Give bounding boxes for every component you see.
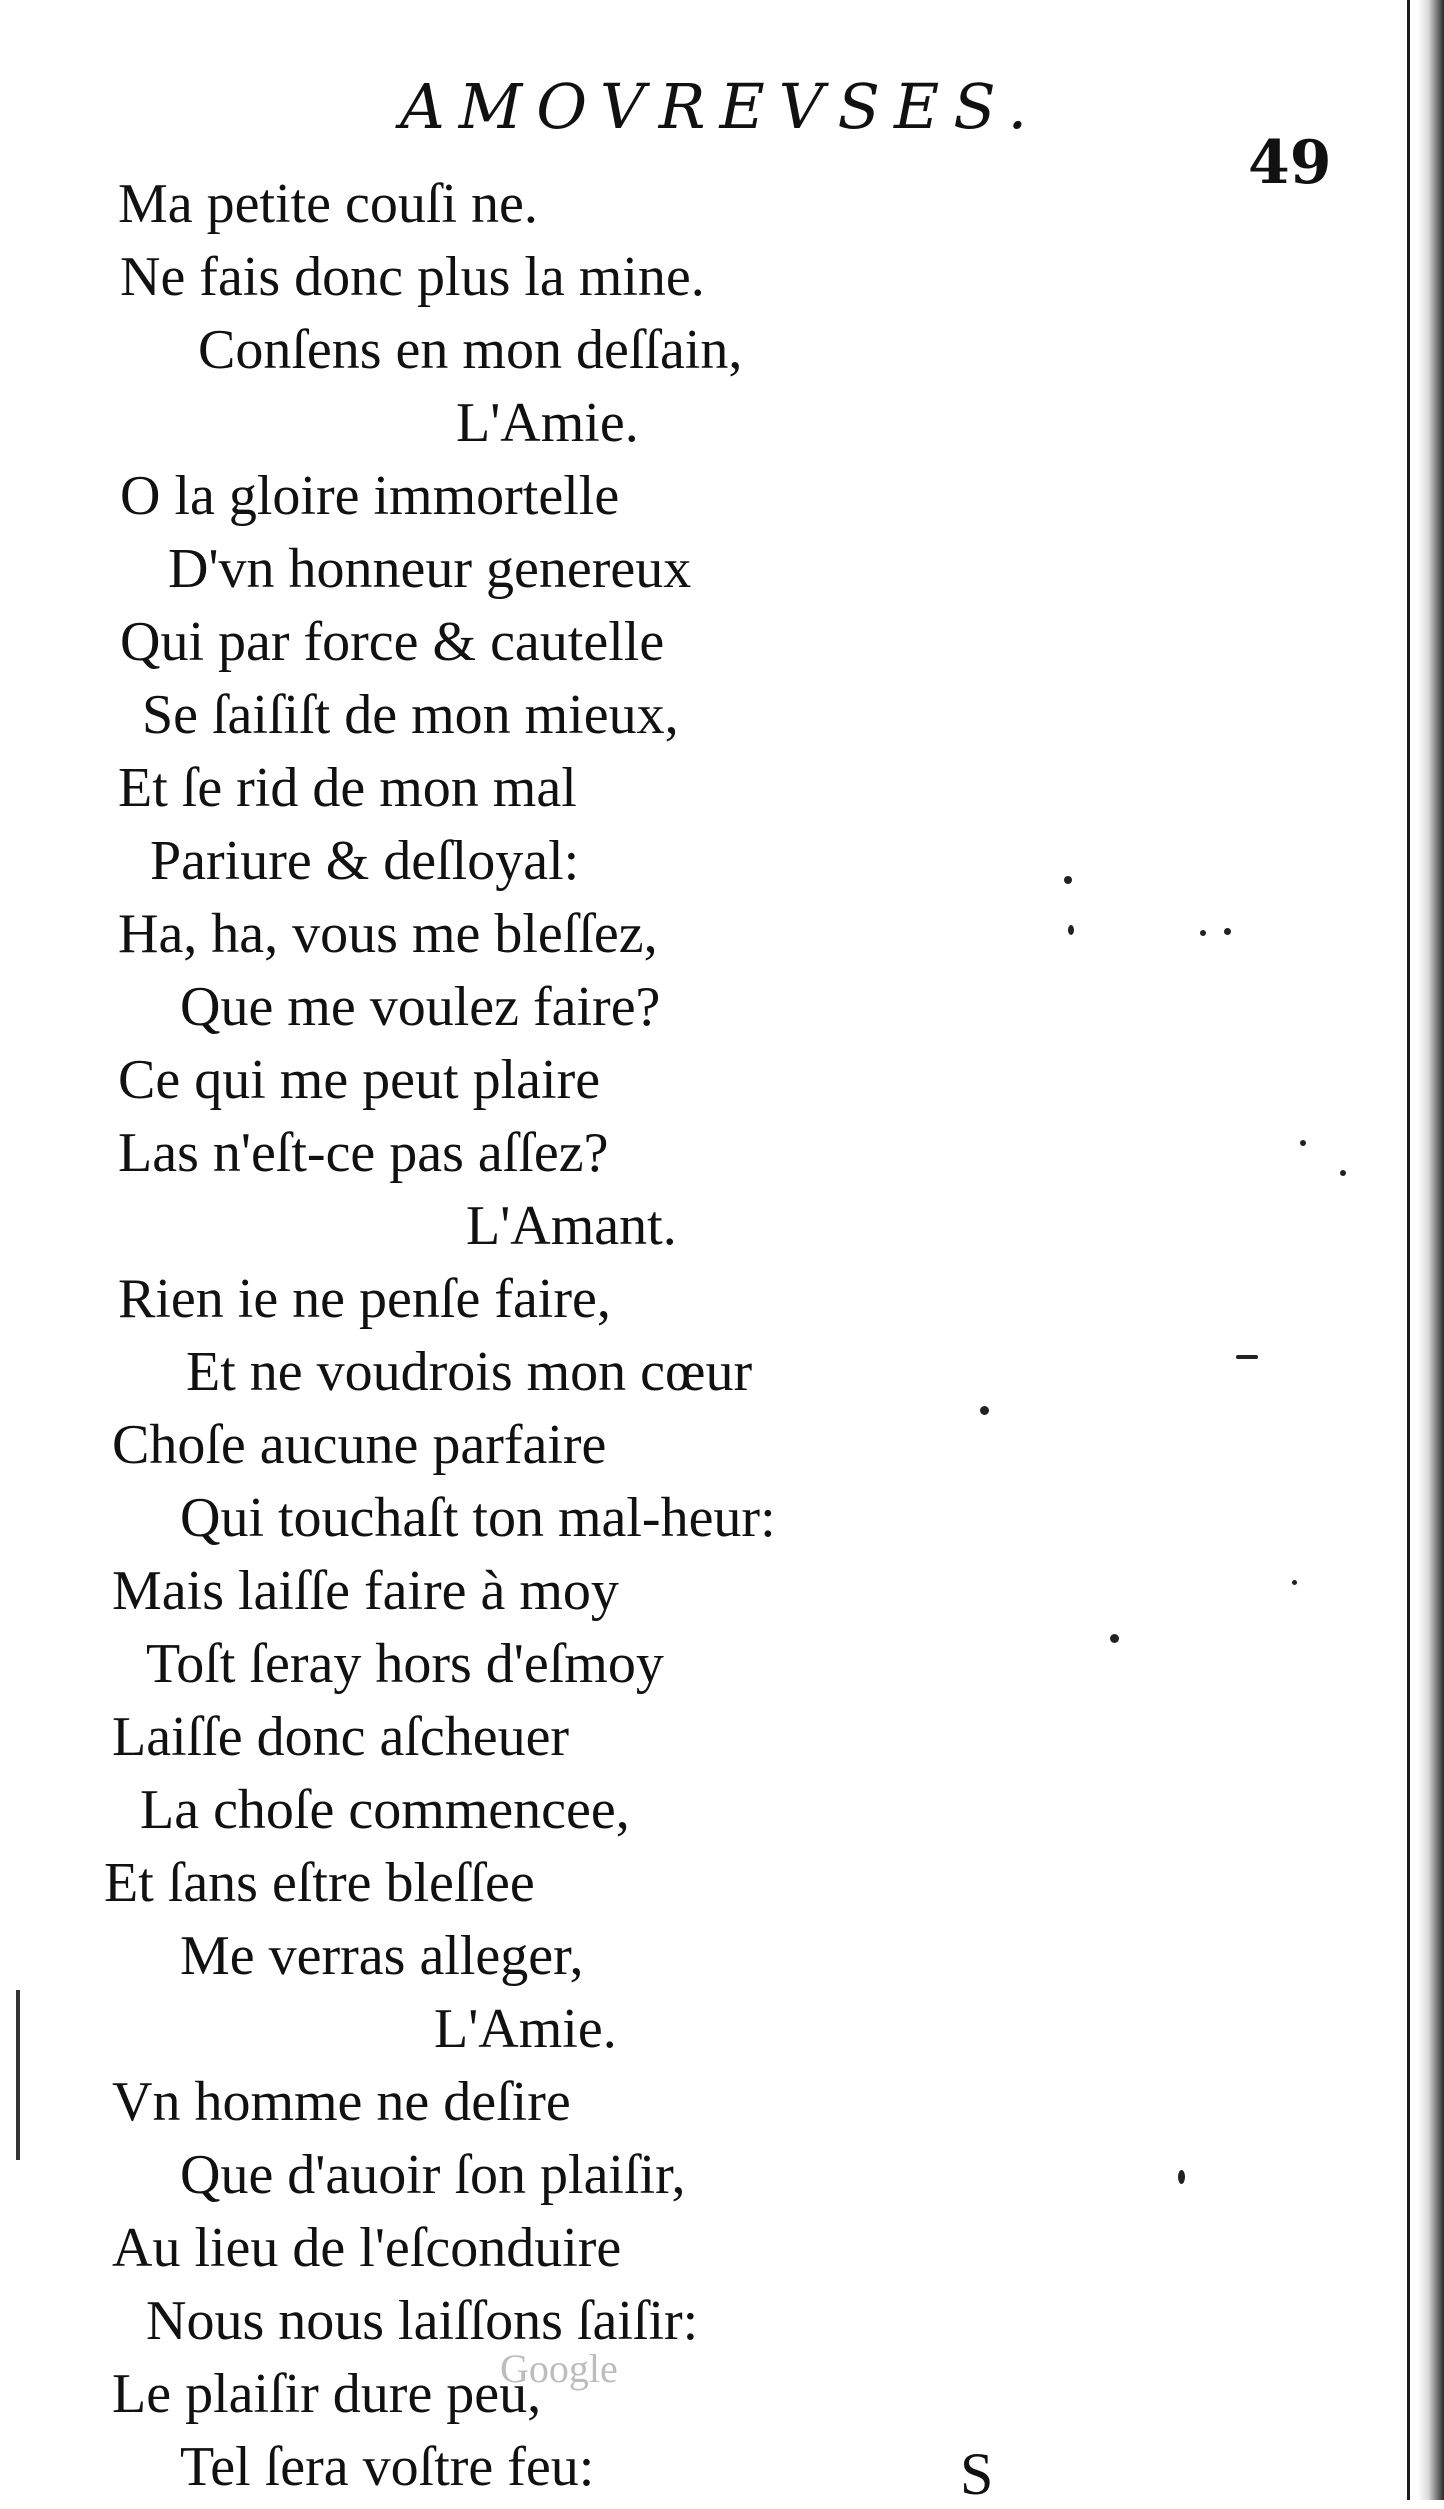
verse-line: Mais laiſſe faire à moy — [112, 1560, 619, 1622]
ink-speck — [1224, 928, 1231, 935]
verse-line: Conſens en mon deſſain, — [198, 319, 743, 381]
verse-line: Au lieu de l'eſconduire — [112, 2217, 622, 2279]
ink-speck — [1340, 1170, 1346, 1176]
verse-line: Et ſans eſtre bleſſee — [104, 1852, 535, 1914]
verse-line: Toſt ſeray hors d'eſmoy — [146, 1633, 664, 1695]
verse-line: Ma petite couſi ne. — [118, 173, 538, 235]
verse-line: Tel ſera voſtre feu: — [180, 2436, 595, 2498]
verse-line: Qui par force & cautelle — [120, 611, 665, 673]
verse-line: D'vn honneur genereux — [168, 538, 692, 600]
verse-line: Qui touchaſt ton mal-heur: — [180, 1487, 776, 1549]
verse-line: Vn homme ne deſire — [112, 2071, 571, 2133]
verse-line: Rien ie ne penſe faire, — [118, 1268, 611, 1330]
running-title: AMOVREVSES. — [400, 70, 1042, 143]
verse-line: Que d'auoir ſon plaiſir, — [180, 2144, 686, 2206]
page-edge — [1418, 0, 1444, 2500]
ink-speck — [980, 1406, 989, 1415]
ink-speck — [1200, 930, 1206, 936]
verse-line: Et ne voudrois mon cœur — [186, 1341, 753, 1403]
verse-line: Nous nous laiſſons ſaiſir: — [146, 2290, 699, 2352]
ink-speck — [1068, 925, 1074, 935]
verse-line: Las n'eſt-ce pas aſſez? — [118, 1122, 609, 1184]
verse-line: Ha, ha, vous me bleſſez, — [118, 903, 658, 965]
speaker-label: L'Amant. — [466, 1195, 677, 1257]
ink-speck — [1236, 1355, 1258, 1359]
ink-speck — [1178, 2170, 1185, 2184]
verse-line: Pariure & deſloyal: — [150, 830, 580, 892]
verse-line: Ce qui me peut plaire — [118, 1049, 601, 1111]
ink-speck — [1292, 1580, 1297, 1585]
speaker-label: L'Amie. — [456, 392, 639, 454]
verse-line: Laiſſe donc aſcheuer — [112, 1706, 570, 1768]
ink-speck — [1064, 876, 1072, 884]
verse-line: Ne fais donc plus la mine. — [120, 246, 705, 308]
speaker-label: L'Amie. — [434, 1998, 617, 2060]
verse-line: La choſe commencee, — [140, 1779, 630, 1841]
verse-line: Et ſe rid de mon mal — [118, 757, 577, 819]
verse-line: Le plaiſir dure peu, — [112, 2363, 542, 2425]
verse-line: Me verras alleger, — [180, 1925, 584, 1987]
page-edge-line — [1407, 0, 1410, 2500]
margin-mark — [16, 1990, 20, 2160]
page-number: 49 — [1248, 128, 1332, 198]
catchword: S — [960, 2441, 994, 2507]
ink-speck — [1300, 1140, 1306, 1146]
ink-speck — [1110, 1634, 1119, 1643]
verse-line: Que me voulez faire? — [180, 976, 661, 1038]
verse-line: Se ſaiſiſt de mon mieux, — [142, 684, 679, 746]
watermark: Google — [500, 2346, 618, 2391]
verse-line: Choſe aucune parfaire — [112, 1414, 607, 1476]
verse-line: O la gloire immortelle — [120, 465, 620, 527]
